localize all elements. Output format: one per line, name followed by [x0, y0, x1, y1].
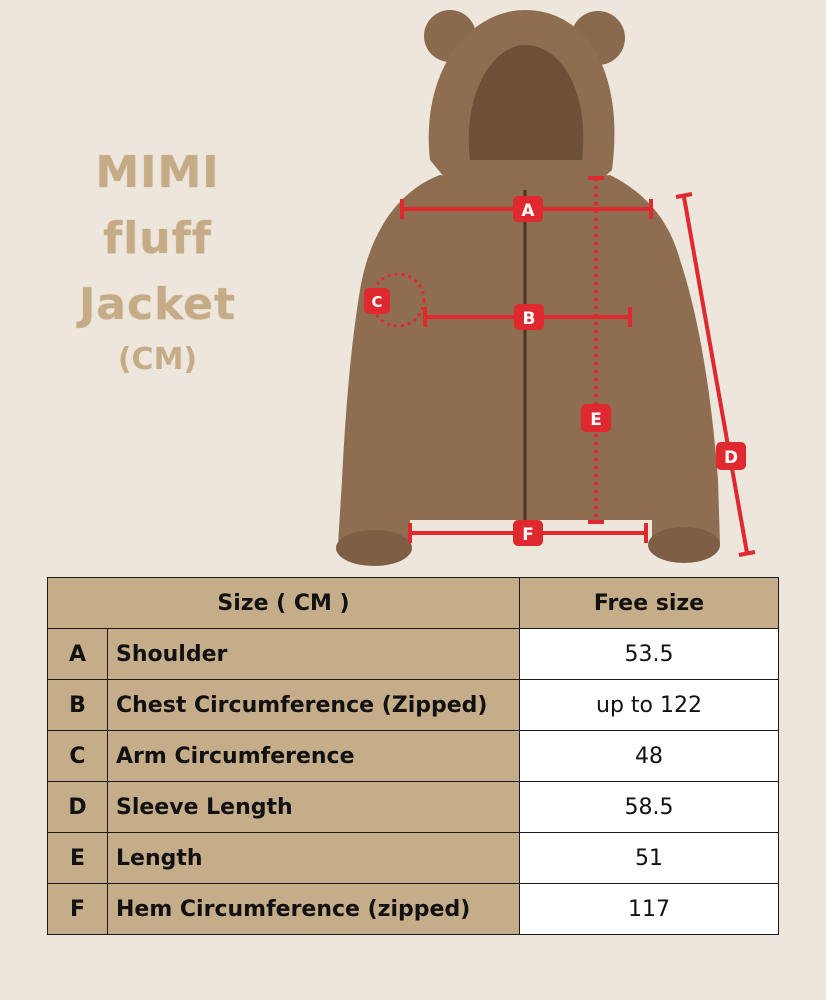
title-line-2: fluff — [103, 213, 212, 264]
row-value: up to 122 — [520, 680, 779, 731]
marker-e-label: E — [590, 410, 602, 430]
marker-b-label: B — [522, 309, 536, 329]
table-row — [48, 629, 779, 680]
row-measurement: Arm Circumference — [108, 731, 520, 782]
table-row — [48, 731, 779, 782]
marker-a-label: A — [521, 201, 535, 221]
table-row — [48, 833, 779, 884]
marker-d-label: D — [723, 448, 739, 468]
table-header-row — [48, 578, 779, 629]
row-value: 117 — [520, 884, 779, 935]
row-value: 58.5 — [520, 782, 779, 833]
size-chart-table — [47, 577, 779, 935]
row-measurement: Shoulder — [108, 629, 520, 680]
jacket-measurement-diagram — [320, 0, 826, 575]
row-measurement: Sleeve Length — [108, 782, 520, 833]
row-letter: F — [48, 884, 108, 935]
title-unit: (CM) — [117, 342, 198, 377]
row-letter: A — [48, 629, 108, 680]
jacket-image — [336, 10, 720, 566]
table-row — [48, 680, 779, 731]
table-row — [48, 782, 779, 833]
title-line-3: Jacket — [78, 279, 237, 330]
row-measurement: Length — [108, 833, 520, 884]
row-measurement: Hem Circumference (zipped) — [108, 884, 520, 935]
marker-c-label: C — [371, 293, 383, 311]
marker-f-label: F — [522, 525, 534, 545]
row-letter: B — [48, 680, 108, 731]
header-size: Size ( CM ) — [48, 578, 520, 629]
title-line-1: MIMI — [95, 147, 220, 198]
row-value: 53.5 — [520, 629, 779, 680]
row-letter: D — [48, 782, 108, 833]
header-free-size: Free size — [520, 578, 779, 629]
row-value: 51 — [520, 833, 779, 884]
row-letter: C — [48, 731, 108, 782]
table-row — [48, 884, 779, 935]
row-letter: E — [48, 833, 108, 884]
product-title — [40, 140, 275, 382]
row-measurement: Chest Circumference (Zipped) — [108, 680, 520, 731]
row-value: 48 — [520, 731, 779, 782]
